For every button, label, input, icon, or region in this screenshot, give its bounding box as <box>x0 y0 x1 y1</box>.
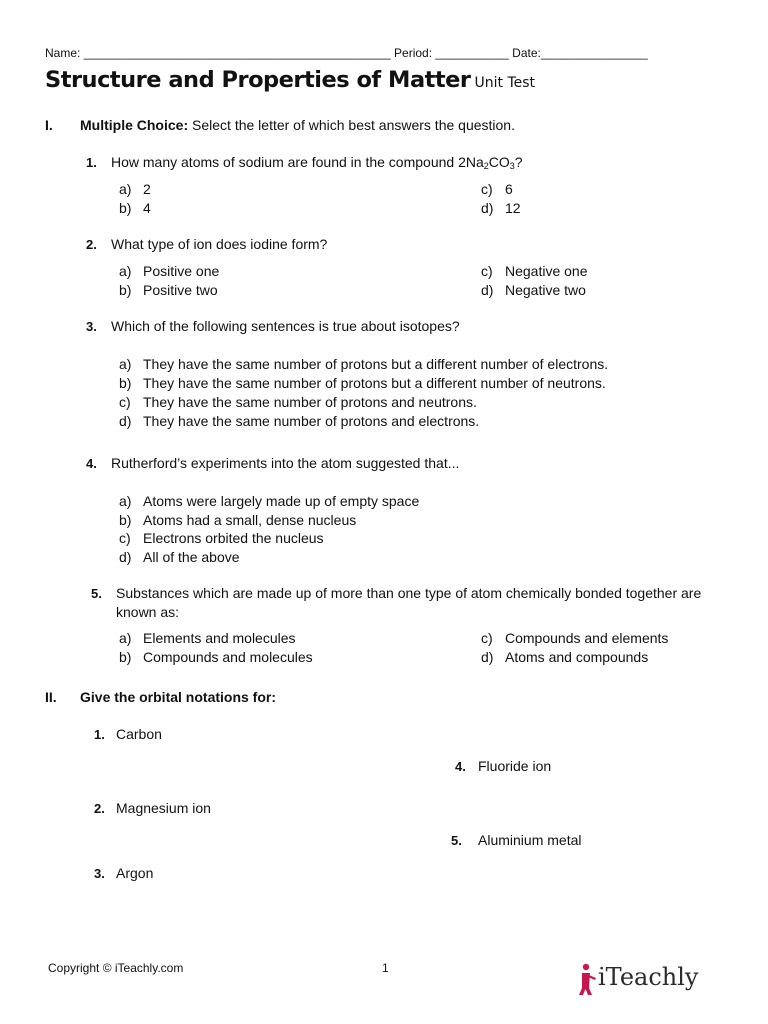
option-text: 4 <box>143 200 151 216</box>
option-letter: c) <box>481 630 493 646</box>
option-letter: d) <box>481 200 494 216</box>
option-text: Atoms and compounds <box>505 649 649 665</box>
option-text: All of the above <box>143 549 240 565</box>
option-letter: d) <box>481 649 494 665</box>
question-2-text: What type of ion does iodine form? <box>111 236 328 252</box>
question-2-number: 2. <box>86 237 97 252</box>
page-number: 1 <box>382 961 389 975</box>
question-3-number: 3. <box>86 319 97 334</box>
section-2-heading: Give the orbital notations for: <box>80 689 277 705</box>
option-letter: b) <box>119 375 132 391</box>
q1-text-mid: CO <box>488 154 510 170</box>
question-4-text: Rutherford’s experiments into the atom suggested that... <box>111 455 460 471</box>
section-1-instruction: Select the letter of which best answers the question. <box>192 117 515 133</box>
question-4-number: 4. <box>86 456 97 471</box>
date-label: Date: <box>512 46 541 60</box>
option-letter: a) <box>119 263 132 279</box>
reader-figure-icon <box>578 962 598 998</box>
option-letter: a) <box>119 630 132 646</box>
option-text: Elements and molecules <box>143 630 296 646</box>
orbital-item-number: 1. <box>94 727 105 742</box>
orbital-item-number: 3. <box>94 866 105 881</box>
iteachly-logo <box>578 962 703 998</box>
question-5-number: 5. <box>91 586 102 601</box>
option-letter: d) <box>119 549 132 565</box>
option-letter: a) <box>119 493 132 509</box>
title-sub: Unit Test <box>474 75 536 91</box>
name-label: Name: <box>45 46 81 60</box>
option-text: Positive two <box>143 282 218 298</box>
section-2-numeral: II. <box>45 689 57 705</box>
page-title <box>45 67 535 93</box>
option-letter: d) <box>119 413 132 429</box>
period-label: Period: <box>394 46 433 60</box>
logo-text: iTeachly <box>598 963 699 991</box>
question-3-text: Which of the following sentences is true about isotopes? <box>111 318 460 334</box>
option-letter: d) <box>481 282 494 298</box>
question-1-number: 1. <box>86 155 97 170</box>
period-blank: ___________ <box>435 46 509 60</box>
option-letter: c) <box>481 181 493 197</box>
orbital-item-text: Magnesium ion <box>116 800 211 816</box>
option-text: 12 <box>505 200 521 216</box>
section-1-numeral: I. <box>45 117 53 133</box>
option-letter: b) <box>119 649 132 665</box>
option-text: Atoms were largely made up of empty space <box>143 493 420 509</box>
question-1-text <box>111 153 523 172</box>
option-text: Positive one <box>143 263 220 279</box>
option-text: Electrons orbited the nucleus <box>143 530 324 546</box>
orbital-item-number: 5. <box>451 833 462 848</box>
title-main: Structure and Properties of Matter <box>45 67 471 93</box>
option-letter: c) <box>481 263 493 279</box>
option-text: They have the same number of protons but a different number of electrons. <box>143 356 609 372</box>
q1-text-after: ? <box>514 154 523 170</box>
option-text: They have the same number of protons and neutrons. <box>143 394 477 410</box>
option-letter: b) <box>119 512 132 528</box>
option-text: Compounds and elements <box>505 630 669 646</box>
orbital-item-text: Argon <box>116 865 154 881</box>
q1-subscript-1: 2 <box>483 161 489 171</box>
option-text: They have the same number of protons and electrons. <box>143 413 480 429</box>
orbital-item-number: 4. <box>455 759 466 774</box>
orbital-item-number: 2. <box>94 801 105 816</box>
option-letter: b) <box>119 282 132 298</box>
date-blank: ________________ <box>540 46 648 60</box>
option-letter: a) <box>119 356 132 372</box>
section-1-heading-line <box>80 116 515 135</box>
option-letter: a) <box>119 181 132 197</box>
option-text: Atoms had a small, dense nucleus <box>143 512 357 528</box>
orbital-item-text: Carbon <box>116 726 162 742</box>
option-text: 2 <box>143 181 151 197</box>
option-letter: b) <box>119 200 132 216</box>
copyright-text: Copyright © iTeachly.com <box>48 961 184 975</box>
option-text: 6 <box>505 181 513 197</box>
option-letter: c) <box>119 530 131 546</box>
option-text: Negative two <box>505 282 586 298</box>
orbital-item-text: Fluoride ion <box>478 758 552 774</box>
option-text: They have the same number of protons but a different number of neutrons. <box>143 375 606 391</box>
option-letter: c) <box>119 394 131 410</box>
question-5-text-line2: known as: <box>116 604 180 620</box>
header-fields <box>45 46 648 60</box>
orbital-item-text: Aluminium metal <box>478 832 582 848</box>
q1-subscript-2: 3 <box>509 161 515 171</box>
q1-text-before: How many atoms of sodium are found in the compound 2Na <box>111 154 484 170</box>
section-1-heading: Multiple Choice: <box>80 117 189 133</box>
name-blank: ______________________________________________ <box>83 46 391 60</box>
option-text: Negative one <box>505 263 588 279</box>
question-5-text-line1: Substances which are made up of more than one type of atom chemically bonded together are <box>116 585 702 601</box>
option-text: Compounds and molecules <box>143 649 313 665</box>
